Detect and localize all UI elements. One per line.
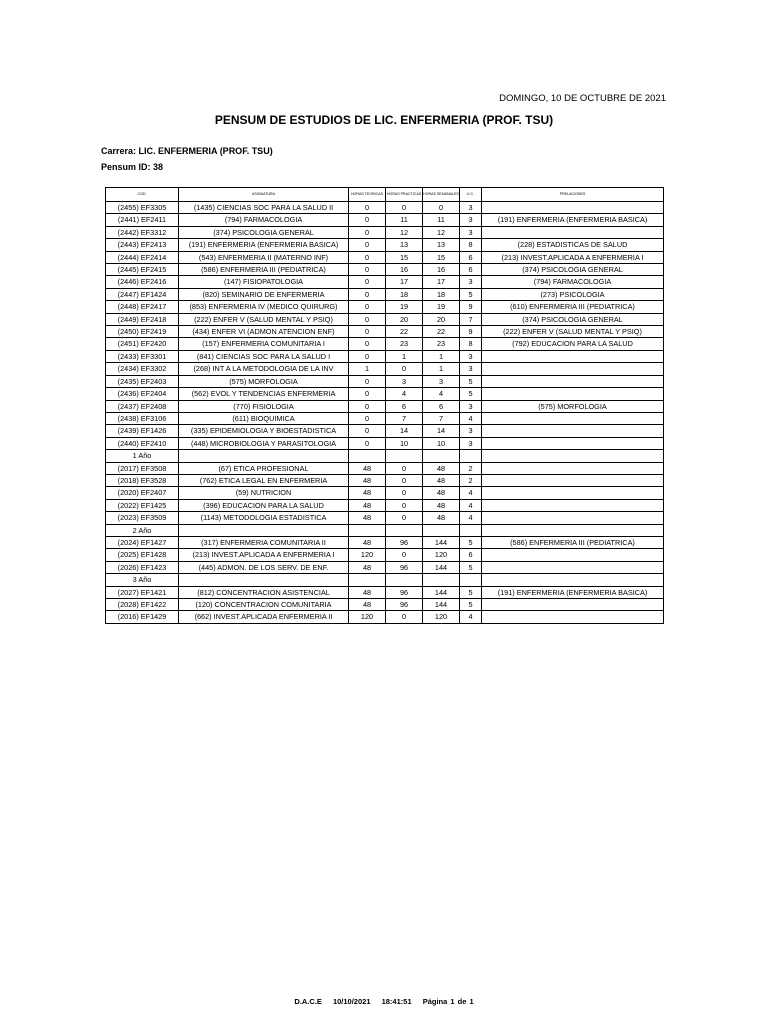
table-cell: 22 [386,326,423,338]
table-cell: 1 Año [106,450,179,462]
table-cell: (335) EPIDEMIOLOGIA Y BIOESTADISTICA [179,425,349,437]
table-cell: (374) PSICOLOGIA GENERAL [482,264,664,276]
table-cell [482,363,664,375]
table-row [106,251,664,263]
table-cell: (374) PSICOLOGIA GENERAL [482,313,664,325]
table-cell: 20 [423,313,460,325]
table-cell: (317) ENFERMERIA COMUNITARIA II [179,536,349,548]
table-cell: (2028) EF1422 [106,599,179,611]
table-cell: (2435) EF2403 [106,375,179,387]
table-cell: (213) INVEST.APLICADA A ENFERMERIA I [179,549,349,561]
table-cell: (575) MORFOLOGIA [482,400,664,412]
table-cell: 120 [349,549,386,561]
table-cell [482,425,664,437]
table-cell: 0 [386,487,423,499]
table-cell [482,474,664,486]
table-cell: (853) ENFERMERIA IV (MEDICO QUIRURG) [179,301,349,313]
table-cell: (191) ENFERMERIA (ENFERMERIA BASICA) [482,586,664,598]
table-cell: 4 [460,487,482,499]
table-cell: 3 [460,276,482,288]
table-cell: 5 [460,288,482,300]
table-cell: 0 [349,226,386,238]
table-cell: 3 [460,214,482,226]
table-cell [179,524,349,536]
table-cell: (445) ADMON. DE LOS SERV. DE ENF. [179,561,349,573]
table-row [106,375,664,387]
table-cell: 2 [460,462,482,474]
table-cell: 48 [423,512,460,524]
table-row [106,474,664,486]
table-row [106,487,664,499]
table-cell: 0 [386,474,423,486]
table-cell: 4 [460,611,482,623]
table-cell: (794) FARMACOLOGIA [179,214,349,226]
table-cell: 3 [460,350,482,362]
table-cell: (374) PSICOLOGIA GENERAL [179,226,349,238]
footer-page: Página 1 de 1 [422,997,474,1006]
table-cell: 120 [349,611,386,623]
table-row [106,326,664,338]
table-cell: 22 [423,326,460,338]
table-cell [460,524,482,536]
table-cell: 16 [386,264,423,276]
table-cell: 6 [423,400,460,412]
table-cell [386,450,423,462]
table-cell [423,450,460,462]
table-row [106,264,664,276]
table-cell: (1435) CIENCIAS SOC PARA LA SALUD II [179,202,349,214]
table-cell: 4 [423,388,460,400]
table-cell: 0 [349,412,386,424]
table-cell: 10 [386,437,423,449]
table-row [106,313,664,325]
footer-time: 18:41:51 [381,997,412,1006]
table-cell [482,561,664,573]
table-cell: 23 [386,338,423,350]
table-cell: 0 [423,202,460,214]
table-cell: (59) NUTRICION [179,487,349,499]
table-row [106,499,664,511]
table-row [106,462,664,474]
table-cell [423,524,460,536]
table-header-row [106,188,664,202]
table-cell: 0 [386,499,423,511]
table-cell: 2 Año [106,524,179,536]
table-cell: (2442) EF3312 [106,226,179,238]
table-cell: 14 [386,425,423,437]
table-cell: (2443) EF2413 [106,239,179,251]
table-cell: 13 [423,239,460,251]
table-cell: (2450) EF2419 [106,326,179,338]
table-cell: 4 [460,512,482,524]
column-header: U.C. [460,188,482,202]
table-row [106,239,664,251]
table-cell: (2017) EF3508 [106,462,179,474]
report-title: PENSUM DE ESTUDIOS DE LIC. ENFERMERIA (PROF. TSU) [214,113,554,127]
table-row [106,412,664,424]
table-cell [482,450,664,462]
table-cell [386,524,423,536]
table-cell: 8 [460,239,482,251]
table-cell: 96 [386,586,423,598]
table-cell: 1 [386,350,423,362]
table-cell: 9 [460,301,482,313]
table-cell: 0 [349,350,386,362]
table-cell: 11 [386,214,423,226]
table-cell: 3 [460,437,482,449]
table-cell: (610) ENFERMERIA III (PEDIATRICA) [482,301,664,313]
table-row [106,338,664,350]
table-cell: 5 [460,375,482,387]
table-cell: 3 [460,400,482,412]
table-row [106,350,664,362]
table-cell: 96 [386,599,423,611]
table-cell: 23 [423,338,460,350]
table-cell: 48 [349,561,386,573]
report-date: DOMINGO, 10 DE OCTUBRE DE 2021 [499,93,666,104]
table-cell: 19 [386,301,423,313]
table-row [106,524,664,536]
pensum-id-label: Pensum ID: 38 [101,162,164,172]
table-cell: 48 [423,499,460,511]
table-row [106,599,664,611]
table-row [106,611,664,623]
table-cell: (2439) EF1426 [106,425,179,437]
table-cell: (157) ENFERMERIA COMUNITARIA I [179,338,349,350]
table-cell: 9 [460,326,482,338]
table-cell [482,388,664,400]
table-cell [349,450,386,462]
table-row [106,363,664,375]
table-cell: (2024) EF1427 [106,536,179,548]
table-row [106,425,664,437]
table-cell: (2026) EF1423 [106,561,179,573]
table-cell [482,375,664,387]
table-cell: (273) PSICOLOGIA [482,288,664,300]
table-cell: 16 [423,264,460,276]
table-cell: 5 [460,536,482,548]
table-cell: (191) ENFERMERIA (ENFERMERIA BASICA) [179,239,349,251]
table-cell [423,574,460,586]
table-cell: 0 [386,549,423,561]
table-cell: (2444) EF2414 [106,251,179,263]
table-cell: (2018) EF3528 [106,474,179,486]
table-cell: 3 [460,226,482,238]
table-cell: (792) EDUCACION PARA LA SALUD [482,338,664,350]
table-cell: 144 [423,536,460,548]
table-cell: 5 [460,561,482,573]
table-cell [482,574,664,586]
table-cell: 14 [423,425,460,437]
table-cell: (147) FISIOPATOLOGIA [179,276,349,288]
table-row [106,214,664,226]
table-cell: 144 [423,561,460,573]
table-cell: (575) MORFOLOGIA [179,375,349,387]
table-row [106,301,664,313]
table-row [106,536,664,548]
table-cell: 13 [386,239,423,251]
table-cell: 0 [386,363,423,375]
table-cell: (448) MICROBIOLOGIA Y PARASITOLOGIA [179,437,349,449]
table-cell: 12 [423,226,460,238]
table-cell: 120 [423,611,460,623]
table-cell: 6 [460,549,482,561]
table-cell: 48 [349,586,386,598]
table-cell: (213) INVEST.APLICADA A ENFERMERIA I [482,251,664,263]
table-cell: 6 [386,400,423,412]
table-cell: (820) SEMINARIO DE ENFERMERIA [179,288,349,300]
table-cell: 48 [349,474,386,486]
table-cell: 0 [349,338,386,350]
table-cell: 4 [460,499,482,511]
table-cell: 5 [460,599,482,611]
table-cell: 0 [349,400,386,412]
table-row [106,586,664,598]
table-cell: (2447) EF1424 [106,288,179,300]
table-row [106,400,664,412]
table-cell: (2441) EF2411 [106,214,179,226]
footer-date: 10/10/2021 [332,997,371,1006]
table-cell [482,202,664,214]
table-cell: 0 [386,512,423,524]
table-cell: 48 [423,474,460,486]
table-cell: (120) CONCENTRACION COMUNITARIA [179,599,349,611]
table-cell: (812) CONCENTRACION ASISTENCIAL [179,586,349,598]
table-cell: (2437) EF2408 [106,400,179,412]
table-cell: (2449) EF2418 [106,313,179,325]
column-header: COD. [106,188,179,202]
table-cell: (841) CIENCIAS SOC PARA LA SALUD I [179,350,349,362]
table-cell [482,487,664,499]
table-cell [460,574,482,586]
table-cell: 48 [349,512,386,524]
table-body [106,202,664,624]
table-cell: 3 [460,202,482,214]
table-cell: 0 [349,251,386,263]
table-cell: 48 [349,499,386,511]
table-cell: (2433) EF3301 [106,350,179,362]
table-cell [482,524,664,536]
table-cell: 0 [386,611,423,623]
table-cell: 48 [349,599,386,611]
table-cell: 0 [349,214,386,226]
table-cell: 0 [386,462,423,474]
table-cell [482,512,664,524]
table-cell [482,611,664,623]
table-cell: (562) EVOL Y TENDENCIAS ENFERMERIA [179,388,349,400]
table-cell: (2448) EF2417 [106,301,179,313]
table-cell [482,412,664,424]
table-row [106,276,664,288]
table-cell: (586) ENFERMERIA III (PEDIATRICA) [179,264,349,276]
table-row [106,549,664,561]
table-cell: 3 Año [106,574,179,586]
table-cell: 0 [349,437,386,449]
table-row [106,561,664,573]
table-cell: 144 [423,599,460,611]
table-cell: 7 [386,412,423,424]
table-cell: 18 [386,288,423,300]
column-header: HORAS TEORICAS [349,188,386,202]
table-cell: 0 [386,202,423,214]
table-cell [482,499,664,511]
table-row [106,226,664,238]
table-cell: (2025) EF1428 [106,549,179,561]
table-cell: (794) FARMACOLOGIA [482,276,664,288]
table-cell: (2440) EF2410 [106,437,179,449]
table-row [106,288,664,300]
table-cell: (2027) EF1421 [106,586,179,598]
table-cell: 0 [349,301,386,313]
table-cell: (770) FISIOLOGIA [179,400,349,412]
table-row [106,388,664,400]
table-cell: 0 [349,375,386,387]
table-cell: 4 [386,388,423,400]
table-cell: 1 [349,363,386,375]
table-cell: 0 [349,388,386,400]
pensum-table [105,187,664,624]
table-cell: 5 [460,388,482,400]
table-cell: 48 [423,462,460,474]
table-cell: (2020) EF2407 [106,487,179,499]
table-cell [179,450,349,462]
table-cell: 20 [386,313,423,325]
table-row [106,450,664,462]
table-cell: 0 [349,202,386,214]
table-cell: (396) EDUCACION PARA LA SALUD [179,499,349,511]
table-cell: (762) ETICA LEGAL EN ENFERMERIA [179,474,349,486]
table-cell: 0 [349,264,386,276]
table-cell: 7 [460,313,482,325]
table-cell: (2016) EF1429 [106,611,179,623]
table-cell [482,599,664,611]
table-cell: 15 [423,251,460,263]
table-cell: 0 [349,288,386,300]
table-cell: 3 [386,375,423,387]
table-cell: (2445) EF2415 [106,264,179,276]
table-cell: 1 [423,350,460,362]
table-cell: 0 [349,276,386,288]
table-cell: 3 [423,375,460,387]
table-cell: 0 [349,425,386,437]
table-cell: 6 [460,251,482,263]
table-cell: 48 [423,487,460,499]
table-cell: (228) ESTADISTICAS DE SALUD [482,239,664,251]
table-cell: 12 [386,226,423,238]
table-cell [482,226,664,238]
table-cell: 96 [386,561,423,573]
table-cell: (434) ENFER VI (ADMON ATENCION ENF) [179,326,349,338]
table-cell [179,574,349,586]
table-cell: 0 [349,326,386,338]
table-cell: (2446) EF2416 [106,276,179,288]
page-footer [0,997,768,1006]
table-cell: 8 [460,338,482,350]
table-cell [349,524,386,536]
table-cell: 120 [423,549,460,561]
table-cell: 1 [423,363,460,375]
table-cell: (2022) EF1425 [106,499,179,511]
table-cell [482,462,664,474]
table-cell: (2455) EF3305 [106,202,179,214]
table-cell: 11 [423,214,460,226]
table-cell: 15 [386,251,423,263]
table-cell: (191) ENFERMERIA (ENFERMERIA BASICA) [482,214,664,226]
table-cell: 2 [460,474,482,486]
table-cell: 17 [423,276,460,288]
table-cell: 19 [423,301,460,313]
table-cell [386,574,423,586]
table-cell: (222) ENFER V (SALUD MENTAL Y PSIQ) [179,313,349,325]
table-cell: 17 [386,276,423,288]
table-cell: (2434) EF3302 [106,363,179,375]
table-cell [349,574,386,586]
table-cell: (2023) EF3509 [106,512,179,524]
table-cell: (2436) EF2404 [106,388,179,400]
table-cell [482,549,664,561]
table-row [106,512,664,524]
table-cell: 48 [349,536,386,548]
column-header: ASIGNATURA [179,188,349,202]
table-cell: (543) ENFERMERIA II (MATERNO INF) [179,251,349,263]
table-cell: (611) BIOQUIMICA [179,412,349,424]
table-cell: 0 [349,313,386,325]
table-cell: 5 [460,586,482,598]
table-cell [482,437,664,449]
table-cell: 144 [423,586,460,598]
table-cell: 4 [460,412,482,424]
column-header: PRELACIONES [482,188,664,202]
table-cell: 0 [349,239,386,251]
table-cell: 96 [386,536,423,548]
column-header: HORAS SEMANALES [423,188,460,202]
table-cell: 10 [423,437,460,449]
table-cell: (222) ENFER V (SALUD MENTAL Y PSIQ) [482,326,664,338]
table-cell: 18 [423,288,460,300]
footer-org: D.A.C.E [294,997,322,1006]
table-cell [460,450,482,462]
table-row [106,437,664,449]
carrera-label: Carrera: LIC. ENFERMERIA (PROF. TSU) [101,146,273,156]
table-cell: 3 [460,425,482,437]
table-cell: (662) INVEST.APLICADA ENFERMERIA II [179,611,349,623]
table-cell: (2438) EF3106 [106,412,179,424]
table-cell: 48 [349,487,386,499]
table-cell: 48 [349,462,386,474]
table-cell: 7 [423,412,460,424]
table-cell: (586) ENFERMERIA III (PEDIATRICA) [482,536,664,548]
table-row [106,202,664,214]
table-cell: (2451) EF2420 [106,338,179,350]
table-cell: (67) ETICA PROFESIONAL [179,462,349,474]
table-cell [482,350,664,362]
column-header: HORAS PRACTICAS [386,188,423,202]
table-cell: 3 [460,363,482,375]
table-cell: (1143) METODOLOGIA ESTADISTICA [179,512,349,524]
table-cell: (268) INT A LA METODOLOGIA DE LA INV [179,363,349,375]
table-cell: 6 [460,264,482,276]
table-row [106,574,664,586]
